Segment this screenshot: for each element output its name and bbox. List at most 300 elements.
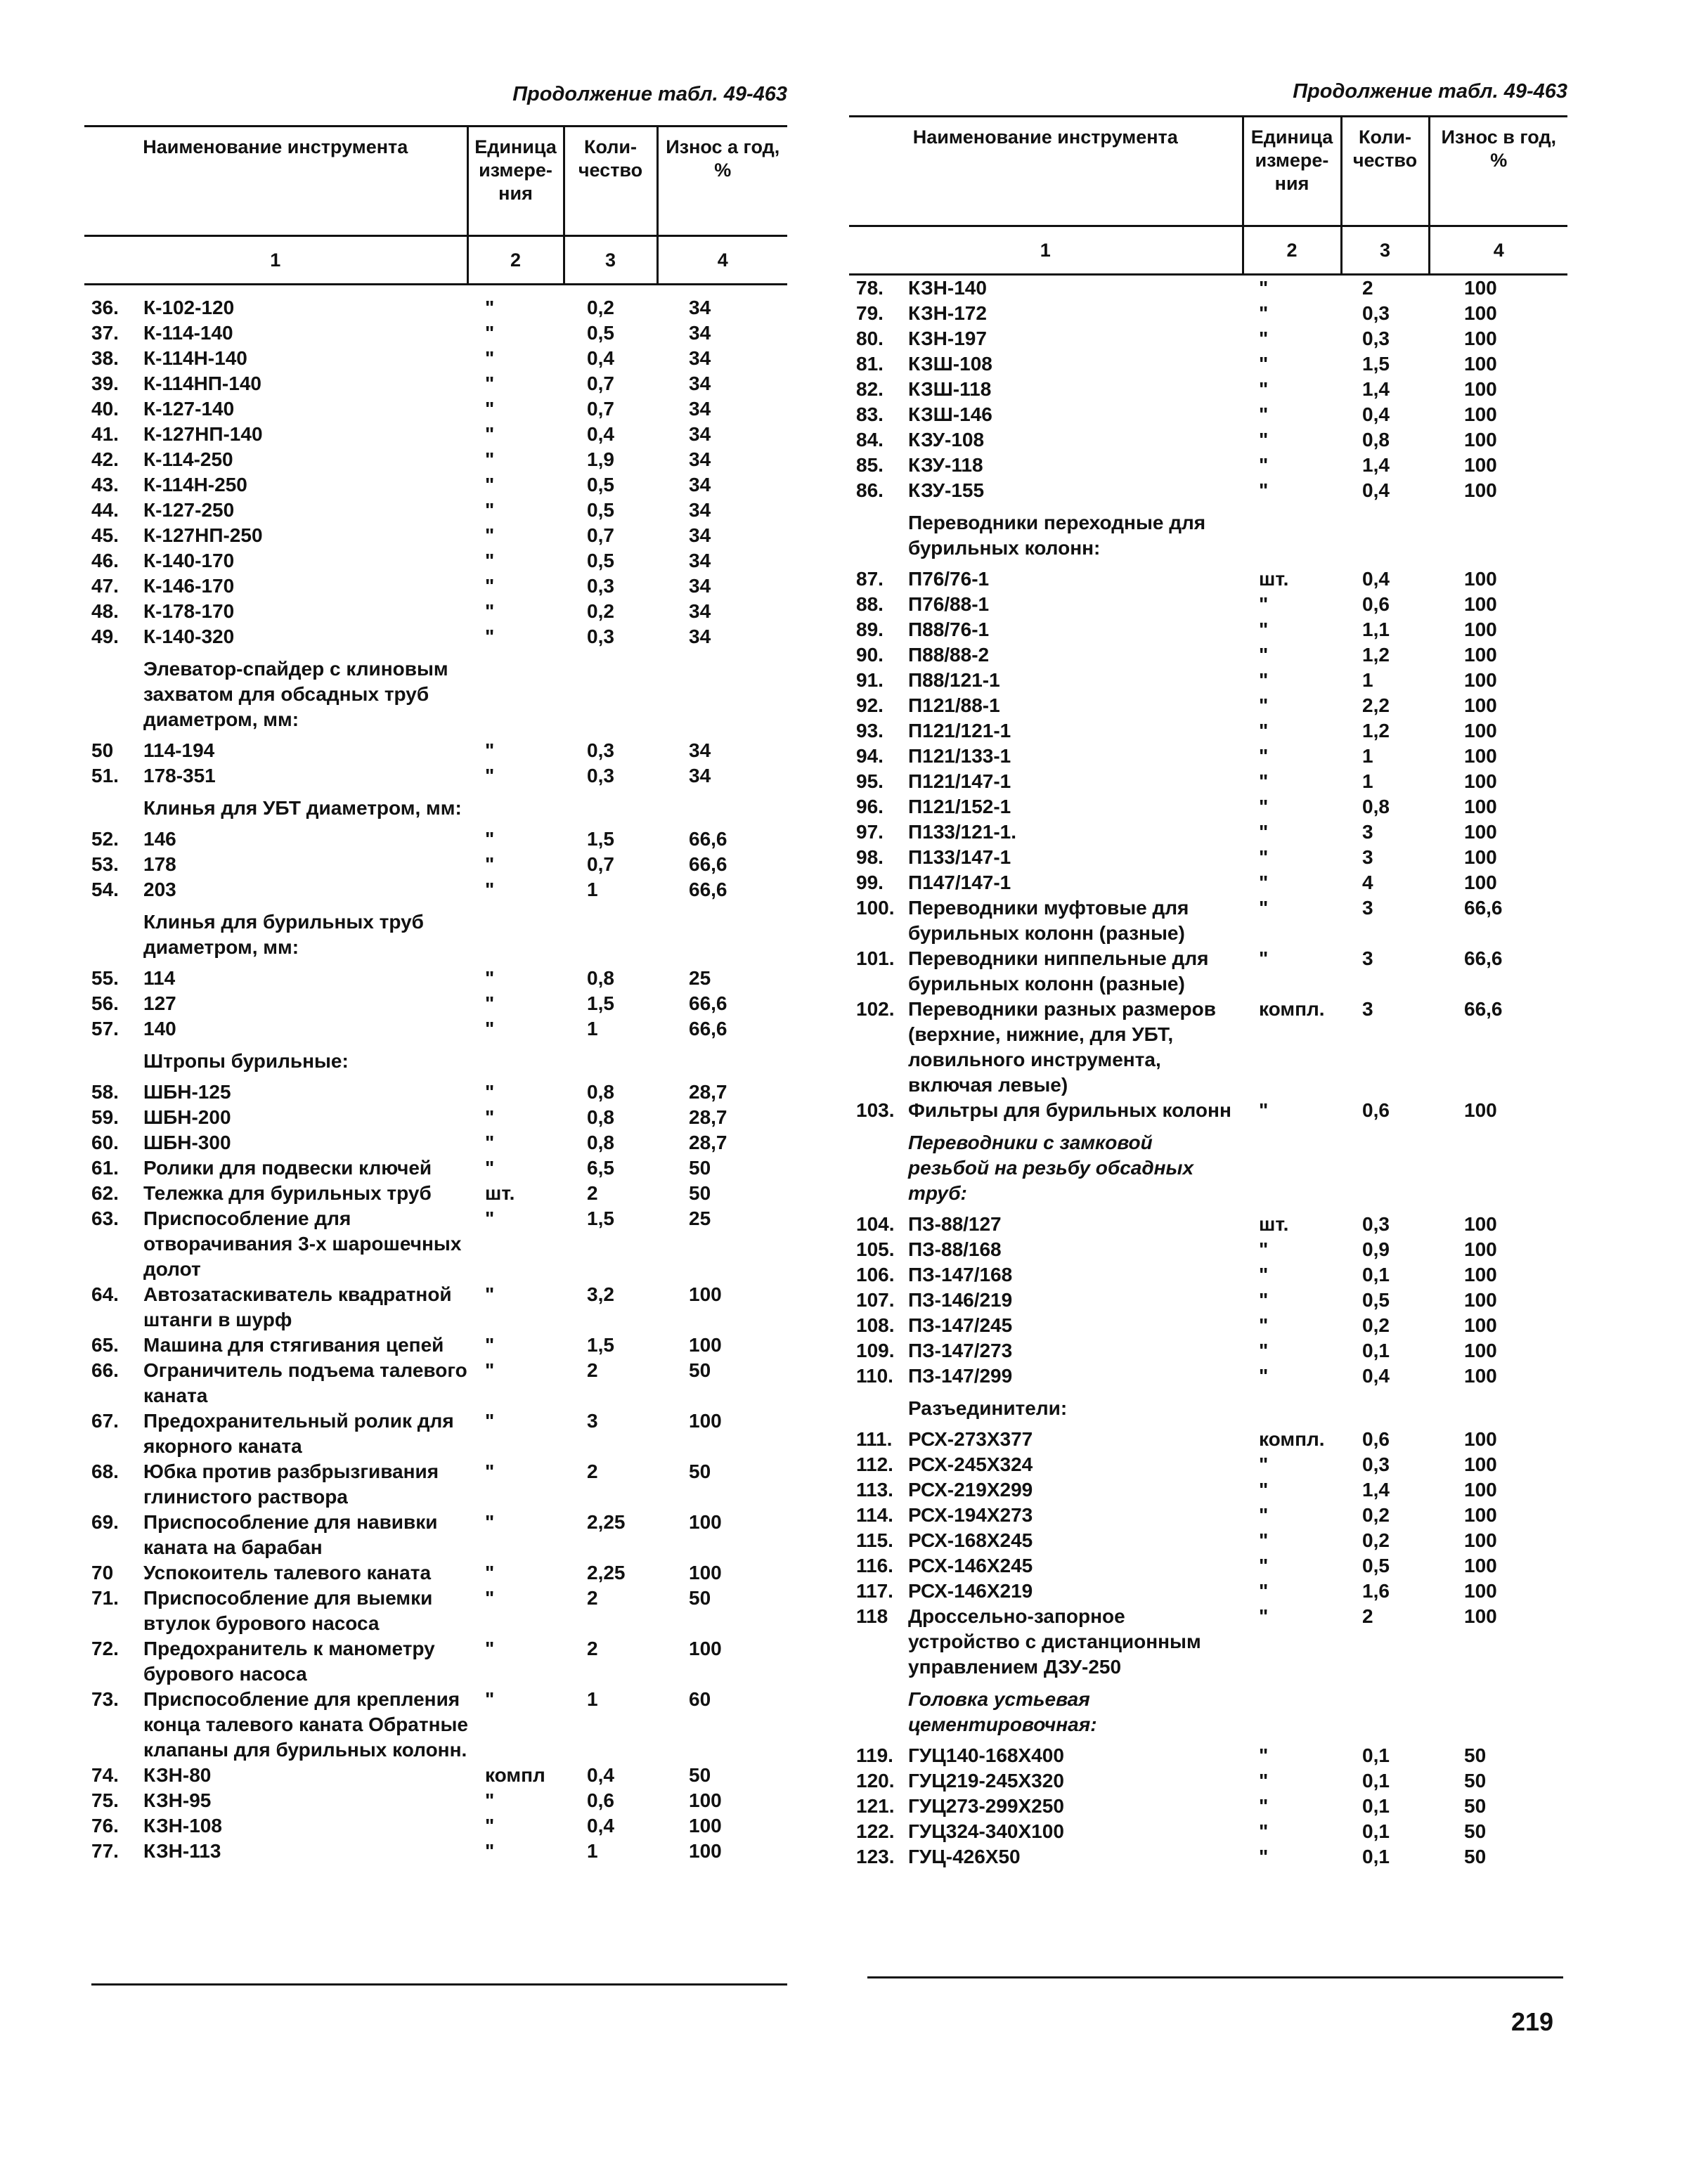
item-quantity: 3 (1362, 947, 1373, 969)
item-number: 36. (91, 297, 119, 318)
table-caption: Продолжение табл. 49-463 (1293, 80, 1567, 103)
item-number: 68. (91, 1460, 119, 1482)
item-quantity: 3 (1362, 897, 1373, 919)
table-row (849, 946, 1567, 997)
item-name: КЗШ-108 (908, 353, 992, 375)
item-unit: " (1259, 1289, 1269, 1311)
item-name: РСХ-146Х245 (908, 1555, 1033, 1576)
item-unit: " (1259, 429, 1269, 451)
item-number: 62. (91, 1182, 119, 1204)
item-wear: 100 (1464, 872, 1497, 893)
item-number: 110. (856, 1365, 893, 1387)
item-quantity: 1 (1362, 770, 1373, 792)
item-unit: " (1259, 479, 1269, 501)
item-unit: " (485, 499, 495, 521)
item-number: 94. (856, 745, 884, 767)
item-unit: " (485, 828, 495, 850)
item-wear: 34 (689, 373, 711, 394)
item-number: 78. (856, 277, 884, 299)
item-wear: 100 (1464, 694, 1497, 716)
item-wear: 100 (1464, 1479, 1497, 1501)
item-name: 203 (143, 879, 176, 900)
item-quantity: 0,1 (1362, 1264, 1390, 1285)
item-name: РСХ-194Х273 (908, 1504, 1033, 1526)
table-row (84, 1282, 787, 1333)
item-wear: 50 (689, 1359, 711, 1381)
item-number: 99. (856, 872, 884, 893)
item-quantity: 0,5 (1362, 1555, 1390, 1576)
item-quantity: 0,1 (1362, 1846, 1390, 1867)
item-number: 77. (91, 1840, 119, 1862)
table-row (84, 877, 787, 902)
item-name: Предохранительный ролик для якорного каната (143, 1410, 454, 1457)
item-quantity: 0,2 (1362, 1314, 1390, 1336)
item-unit: " (1259, 1340, 1269, 1361)
item-name: Ролики для подвески ключей (143, 1157, 432, 1179)
item-name: КЗУ-155 (908, 479, 985, 501)
item-name: К-127НП-250 (143, 524, 263, 546)
item-quantity: 2 (1362, 277, 1373, 299)
item-quantity: 1,6 (1362, 1580, 1390, 1602)
item-unit: " (1259, 1795, 1269, 1817)
item-quantity: 0,4 (587, 423, 614, 445)
table-row (849, 744, 1567, 769)
item-wear: 34 (689, 297, 711, 318)
item-wear: 34 (689, 739, 711, 761)
item-wear: 28,7 (689, 1132, 727, 1153)
item-unit: " (1259, 1314, 1269, 1336)
table-row (849, 1743, 1567, 1768)
item-name: П121/152-1 (908, 796, 1011, 817)
item-unit: " (1259, 1580, 1269, 1602)
item-quantity: 1,4 (1362, 1479, 1390, 1501)
item-quantity: 2,2 (1362, 694, 1390, 716)
item-name: К-114Н-140 (143, 347, 247, 369)
table-row (84, 1510, 787, 1560)
item-number: 58. (91, 1081, 119, 1103)
item-number: 85. (856, 454, 884, 476)
item-wear: 34 (689, 765, 711, 786)
item-name: Переводники муфтовые для бурильных колонн (разные) (908, 897, 1189, 944)
item-wear: 100 (689, 1815, 722, 1837)
table-row (84, 991, 787, 1016)
item-name: ШБН-300 (143, 1132, 231, 1153)
table-row (849, 1313, 1567, 1338)
table-end-rule (91, 1983, 787, 1986)
item-number: 41. (91, 423, 119, 445)
table-row (84, 1586, 787, 1636)
table-header (84, 125, 787, 285)
item-unit: " (1259, 353, 1269, 375)
item-number: 60. (91, 1132, 119, 1153)
item-name: П133/147-1 (908, 846, 1011, 868)
item-name: П88/121-1 (908, 669, 1000, 691)
table-row (84, 574, 787, 599)
item-name: К-114Н-250 (143, 474, 247, 495)
item-quantity: 1,5 (1362, 353, 1390, 375)
item-wear: 60 (689, 1688, 711, 1710)
item-name: КЗН-172 (908, 302, 987, 324)
item-wear: 50 (689, 1587, 711, 1609)
item-quantity: 3,2 (587, 1283, 614, 1305)
table-row (84, 966, 787, 991)
item-name: Приспособление для навивки каната на барабан (143, 1511, 438, 1558)
item-name: КЗН-95 (143, 1789, 212, 1811)
item-number: 114. (856, 1504, 893, 1526)
item-wear: 66,6 (689, 853, 727, 875)
item-name: К-127-250 (143, 499, 235, 521)
item-wear: 100 (689, 1789, 722, 1811)
header-qty: Коли-чество (1341, 117, 1429, 226)
item-number: 65. (91, 1334, 119, 1356)
item-name: Переводники ниппельные для бурильных колонн (разные) (908, 947, 1209, 995)
item-number: 69. (91, 1511, 119, 1533)
item-name: Предохранитель к манометру бурового насоса (143, 1638, 435, 1685)
item-quantity: 1,5 (587, 992, 614, 1014)
item-number: 46. (91, 550, 119, 571)
item-name: ПЗ-88/127 (908, 1213, 1002, 1235)
item-quantity: 2 (587, 1587, 598, 1609)
table-end-rule (867, 1976, 1563, 1978)
item-unit: " (1259, 378, 1269, 400)
item-quantity: 0,4 (587, 1815, 614, 1837)
table-row (849, 1794, 1567, 1819)
table-row (849, 478, 1567, 503)
table-row (849, 566, 1567, 592)
item-unit: " (485, 398, 495, 420)
table-row (84, 1181, 787, 1206)
item-quantity: 0,8 (587, 967, 614, 989)
item-name: РСХ-146Х219 (908, 1580, 1033, 1602)
table-row (84, 396, 787, 422)
item-wear: 100 (1464, 328, 1497, 349)
item-unit: " (485, 448, 495, 470)
item-unit: " (485, 1562, 495, 1583)
item-wear: 100 (1464, 745, 1497, 767)
item-name: П76/88-1 (908, 593, 990, 615)
item-unit: " (485, 853, 495, 875)
table-row (849, 427, 1567, 453)
item-name: Тележка для бурильных труб (143, 1182, 432, 1204)
item-unit: шт. (1259, 568, 1289, 590)
item-unit: " (1259, 328, 1269, 349)
item-quantity: 4 (1362, 872, 1373, 893)
item-wear: 100 (689, 1840, 722, 1862)
item-name: КЗУ-108 (908, 429, 985, 451)
item-quantity: 0,3 (587, 626, 614, 647)
table-row (84, 548, 787, 574)
item-unit: " (485, 1081, 495, 1103)
item-name: 178-351 (143, 765, 216, 786)
item-wear: 34 (689, 499, 711, 521)
table-row (84, 320, 787, 346)
item-name: 146 (143, 828, 176, 850)
item-wear: 34 (689, 398, 711, 420)
table-row (849, 326, 1567, 351)
table-row (849, 820, 1567, 845)
item-number: 112. (856, 1453, 893, 1475)
item-unit: " (1259, 1820, 1269, 1842)
item-name: К-140-320 (143, 626, 235, 647)
item-wear: 100 (1464, 568, 1497, 590)
item-name: П121/121-1 (908, 720, 1011, 741)
header-wear: Износ в год, % (1429, 117, 1567, 226)
item-name: ПЗ-147/245 (908, 1314, 1013, 1336)
item-wear: 100 (1464, 1504, 1497, 1526)
item-wear: 66,6 (689, 992, 727, 1014)
header-unit: Единица измере-ния (467, 127, 564, 236)
item-wear: 34 (689, 524, 711, 546)
item-unit: " (485, 550, 495, 571)
item-name: П121/133-1 (908, 745, 1011, 767)
item-number: 57. (91, 1018, 119, 1039)
item-number: 84. (856, 429, 884, 451)
item-quantity: 2,25 (587, 1511, 626, 1533)
item-unit: " (485, 1688, 495, 1710)
item-wear: 66,6 (689, 1018, 727, 1039)
item-unit: " (485, 575, 495, 597)
table-row (849, 592, 1567, 617)
item-name: ШБН-125 (143, 1081, 231, 1103)
item-wear: 100 (1464, 1453, 1497, 1475)
item-unit: " (1259, 1529, 1269, 1551)
item-quantity: 0,4 (1362, 479, 1390, 501)
table-row (849, 997, 1567, 1098)
table-row (849, 794, 1567, 820)
item-name: Машина для стягивания цепей (143, 1334, 444, 1356)
item-unit: " (485, 1283, 495, 1305)
item-number: 117. (856, 1580, 893, 1602)
item-name: П147/147-1 (908, 872, 1011, 893)
item-name: РСХ-219Х299 (908, 1479, 1033, 1501)
item-unit: " (1259, 720, 1269, 741)
item-name: КЗШ-146 (908, 403, 992, 425)
item-unit: " (1259, 846, 1269, 868)
item-number: 83. (856, 403, 884, 425)
table-row (84, 738, 787, 763)
table-row (84, 1763, 787, 1788)
item-name: Ограничитель подъема талевого каната (143, 1359, 467, 1406)
item-wear: 50 (689, 1764, 711, 1786)
table-row (849, 895, 1567, 946)
item-wear: 100 (1464, 1289, 1497, 1311)
item-unit: " (1259, 947, 1269, 969)
item-name: Дроссельно-запорное устройство с дистанционным управлением ДЗУ-250 (908, 1605, 1201, 1678)
item-quantity: 0,1 (1362, 1820, 1390, 1842)
item-name: ГУЦ324-340Х100 (908, 1820, 1064, 1842)
header-unit: Единица измере-ния (1243, 117, 1341, 226)
item-quantity: 0,6 (1362, 1099, 1390, 1121)
item-number: 37. (91, 322, 119, 344)
header-wear: Износ а год, % (657, 127, 787, 236)
item-quantity: 1,5 (587, 828, 614, 850)
item-unit: " (485, 1132, 495, 1153)
item-wear: 50 (1464, 1770, 1487, 1792)
item-quantity: 0,2 (1362, 1504, 1390, 1526)
table-row (84, 447, 787, 472)
item-quantity: 0,3 (1362, 328, 1390, 349)
table-row (849, 1262, 1567, 1288)
section-heading: Головка устьевая цементировочная: (908, 1688, 1097, 1735)
item-number: 39. (91, 373, 119, 394)
table-row (849, 693, 1567, 718)
item-number: 75. (91, 1789, 119, 1811)
item-name: П133/121-1. (908, 821, 1017, 843)
item-number: 47. (91, 575, 119, 597)
item-wear: 50 (689, 1182, 711, 1204)
item-wear: 66,6 (689, 879, 727, 900)
item-unit: " (1259, 669, 1269, 691)
table-row (849, 1579, 1567, 1604)
item-number: 54. (91, 879, 119, 900)
item-quantity: 0,1 (1362, 1795, 1390, 1817)
item-name: К-178-170 (143, 600, 235, 622)
item-unit: " (485, 1410, 495, 1432)
item-quantity: 1,5 (587, 1207, 614, 1229)
item-quantity: 0,8 (1362, 429, 1390, 451)
item-number: 82. (856, 378, 884, 400)
item-quantity: 1 (587, 879, 598, 900)
item-unit: " (485, 765, 495, 786)
item-name: РСХ-168Х245 (908, 1529, 1033, 1551)
item-wear: 34 (689, 575, 711, 597)
item-wear: 50 (689, 1460, 711, 1482)
item-name: Юбка против разбрызгивания глинистого раствора (143, 1460, 439, 1508)
item-unit: " (1259, 1555, 1269, 1576)
item-number: 64. (91, 1283, 119, 1305)
item-quantity: 1,4 (1362, 454, 1390, 476)
item-quantity: 1 (587, 1840, 598, 1862)
table-row (84, 1080, 787, 1105)
item-wear: 100 (1464, 593, 1497, 615)
section-heading: Переводники переходные для бурильных колонн: (908, 512, 1206, 559)
item-name: КЗН-80 (143, 1764, 212, 1786)
table-caption: Продолжение табл. 49-463 (512, 83, 787, 105)
item-wear: 100 (1464, 353, 1497, 375)
item-number: 109. (856, 1340, 895, 1361)
item-name: К-114НП-140 (143, 373, 261, 394)
item-unit: " (1259, 1605, 1269, 1627)
item-number: 102. (856, 998, 895, 1020)
item-quantity: 0,5 (587, 550, 614, 571)
item-number: 67. (91, 1410, 119, 1432)
item-wear: 50 (1464, 1846, 1487, 1867)
section-heading: Клинья для бурильных труб диаметром, мм: (143, 911, 424, 958)
item-unit: " (1259, 821, 1269, 843)
item-wear: 100 (1464, 1580, 1497, 1602)
item-wear: 100 (1464, 796, 1497, 817)
item-quantity: 2,25 (587, 1562, 626, 1583)
item-unit: " (485, 1789, 495, 1811)
item-wear: 100 (1464, 1340, 1497, 1361)
item-unit: " (1259, 796, 1269, 817)
item-wear: 100 (1464, 1264, 1497, 1285)
item-wear: 100 (1464, 821, 1497, 843)
item-wear: 100 (1464, 720, 1497, 741)
item-unit: " (485, 297, 495, 318)
item-unit: компл (485, 1764, 545, 1786)
item-unit: " (485, 322, 495, 344)
item-unit: " (485, 1638, 495, 1659)
table-row (84, 498, 787, 523)
table-row (84, 1130, 787, 1155)
item-wear: 100 (1464, 669, 1497, 691)
item-number: 98. (856, 846, 884, 868)
item-number: 42. (91, 448, 119, 470)
item-wear: 100 (1464, 644, 1497, 666)
item-unit: " (1259, 694, 1269, 716)
item-quantity: 0,7 (587, 853, 614, 875)
item-name: ГУЦ273-299Х250 (908, 1795, 1064, 1817)
table-row (849, 1604, 1567, 1680)
item-quantity: 0,5 (587, 474, 614, 495)
item-number: 53. (91, 853, 119, 875)
item-name: Переводники разных размеров (верхние, нижние, для УБТ, ловильного инструмента, включая левые) (908, 998, 1216, 1096)
table-row (849, 453, 1567, 478)
item-quantity: 2 (1362, 1605, 1373, 1627)
item-wear: 34 (689, 626, 711, 647)
item-number: 74. (91, 1764, 119, 1786)
item-number: 56. (91, 992, 119, 1014)
table-row (84, 472, 787, 498)
item-unit: " (1259, 1744, 1269, 1766)
item-quantity: 0,1 (1362, 1770, 1390, 1792)
item-number: 76. (91, 1815, 119, 1837)
item-wear: 100 (1464, 454, 1497, 476)
item-number: 92. (856, 694, 884, 716)
item-wear: 100 (689, 1334, 722, 1356)
item-unit: " (1259, 1453, 1269, 1475)
table-row (849, 1237, 1567, 1262)
item-unit: " (485, 1018, 495, 1039)
item-number: 113. (856, 1479, 893, 1501)
col-num-4: 4 (657, 236, 787, 285)
table-row (849, 377, 1567, 402)
item-wear: 100 (1464, 618, 1497, 640)
item-number: 52. (91, 828, 119, 850)
item-number: 106. (856, 1264, 895, 1285)
header-qty: Коли-чество (564, 127, 657, 236)
item-name: ПЗ-147/168 (908, 1264, 1013, 1285)
table-row (849, 1212, 1567, 1237)
item-unit: " (485, 347, 495, 369)
table-row (84, 346, 787, 371)
table-row (84, 624, 787, 649)
table-body (84, 295, 787, 1864)
table-row (849, 617, 1567, 642)
page-number: 219 (1511, 2007, 1554, 2036)
item-wear: 50 (689, 1157, 711, 1179)
item-unit: " (485, 879, 495, 900)
item-wear: 50 (1464, 1820, 1487, 1842)
item-number: 55. (91, 967, 119, 989)
item-name: ПЗ-147/273 (908, 1340, 1013, 1361)
item-quantity: 0,5 (1362, 1289, 1390, 1311)
item-quantity: 0,6 (587, 1789, 614, 1811)
item-name: П88/76-1 (908, 618, 990, 640)
item-number: 59. (91, 1106, 119, 1128)
item-number: 49. (91, 626, 119, 647)
item-name: КЗШ-118 (908, 378, 992, 400)
item-unit: " (485, 1587, 495, 1609)
item-unit: " (1259, 897, 1269, 919)
item-wear: 100 (1464, 378, 1497, 400)
item-name: КЗН-140 (908, 277, 987, 299)
item-quantity: 2 (587, 1182, 598, 1204)
item-quantity: 3 (1362, 821, 1373, 843)
item-number: 119. (856, 1744, 893, 1766)
item-number: 81. (856, 353, 884, 375)
